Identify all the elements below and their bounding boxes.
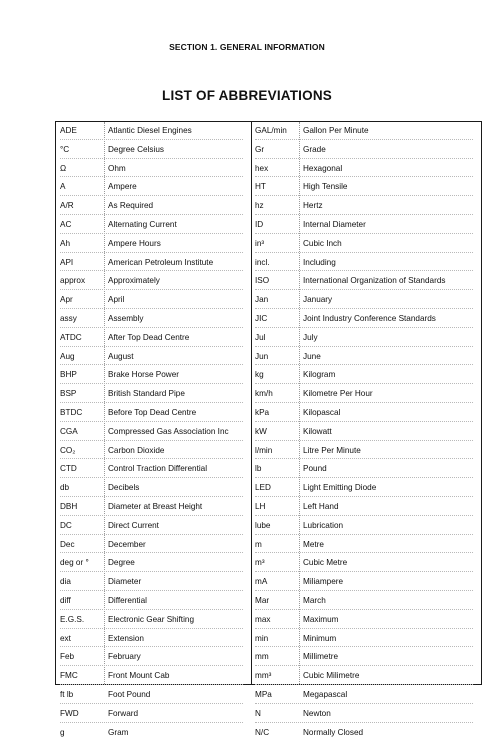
- table-row: [251, 630, 481, 649]
- table-row: [251, 404, 481, 423]
- abbreviation-meaning: Metre: [303, 536, 479, 555]
- table-row: [251, 235, 481, 254]
- table-row: [56, 592, 251, 611]
- table-row: [56, 310, 251, 329]
- abbreviation: ADE: [60, 122, 104, 141]
- abbreviation: Feb: [60, 648, 104, 667]
- table-row: [56, 554, 251, 573]
- abbreviation: CO₂: [60, 442, 104, 461]
- abbreviation: g: [60, 724, 104, 742]
- table-row: [56, 724, 251, 742]
- abbreviation-meaning: July: [303, 329, 479, 348]
- abbreviation-meaning: Degree Celsius: [108, 141, 248, 160]
- abbreviation: in³: [255, 235, 299, 254]
- abbreviation: ext: [60, 630, 104, 649]
- abbreviation: A/R: [60, 197, 104, 216]
- abbreviation-meaning: Forward: [108, 705, 248, 724]
- abbreviation: mm³: [255, 667, 299, 686]
- abbreviation: Jun: [255, 348, 299, 367]
- abbreviation-meaning: Minimum: [303, 630, 479, 649]
- table-row: [251, 554, 481, 573]
- abbreviation: DC: [60, 517, 104, 536]
- table-row: [251, 272, 481, 291]
- abbreviation-meaning: Cubic Milimetre: [303, 667, 479, 686]
- table-row: [251, 385, 481, 404]
- table-row: [56, 705, 251, 724]
- table-row: [251, 310, 481, 329]
- table-row: [56, 479, 251, 498]
- abbreviation-meaning: Carbon Dioxide: [108, 442, 248, 461]
- abbreviations-table: [55, 121, 482, 685]
- table-row: [251, 648, 481, 667]
- abbreviation-meaning: Kilopascal: [303, 404, 479, 423]
- abbreviation-meaning: Front Mount Cab: [108, 667, 248, 686]
- abbreviation-meaning: Ampere Hours: [108, 235, 248, 254]
- table-row: [56, 498, 251, 517]
- abbreviation-meaning: Joint Industry Conference Standards: [303, 310, 479, 329]
- abbreviation: mA: [255, 573, 299, 592]
- table-row: [56, 517, 251, 536]
- abbreviation: API: [60, 254, 104, 273]
- table-row: [56, 385, 251, 404]
- abbreviation-meaning: Grade: [303, 141, 479, 160]
- abbreviation: max: [255, 611, 299, 630]
- abbreviation-meaning: Kilowatt: [303, 423, 479, 442]
- table-row: [56, 254, 251, 273]
- abbreviation-meaning: August: [108, 348, 248, 367]
- abbreviation: BHP: [60, 366, 104, 385]
- table-row: [251, 705, 481, 724]
- abbreviation-meaning: Gram: [108, 724, 248, 742]
- abbreviation: N/C: [255, 724, 299, 742]
- table-row: [56, 235, 251, 254]
- abbreviation-meaning: Control Traction Differential: [108, 460, 248, 479]
- abbreviation: Jul: [255, 329, 299, 348]
- abbreviation-meaning: High Tensile: [303, 178, 479, 197]
- abbreviation: Jan: [255, 291, 299, 310]
- abbreviation-meaning: Millimetre: [303, 648, 479, 667]
- table-row: [251, 216, 481, 235]
- table-row: [56, 536, 251, 555]
- abbreviation: Dec: [60, 536, 104, 555]
- abbreviation: min: [255, 630, 299, 649]
- table-row: [251, 611, 481, 630]
- abbreviation: kg: [255, 366, 299, 385]
- table-row: [56, 348, 251, 367]
- abbreviation: °C: [60, 141, 104, 160]
- table-row: [56, 630, 251, 649]
- table-row: [251, 160, 481, 179]
- table-row: [251, 423, 481, 442]
- table-row: [251, 573, 481, 592]
- table-row: [251, 329, 481, 348]
- table-row: [56, 216, 251, 235]
- abbreviation: Ω: [60, 160, 104, 179]
- abbreviation-meaning: Megapascal: [303, 686, 479, 705]
- table-row: [251, 724, 481, 742]
- abbreviation-meaning: Brake Horse Power: [108, 366, 248, 385]
- table-row: [56, 272, 251, 291]
- abbreviation-meaning: Decibels: [108, 479, 248, 498]
- abbreviation: GAL/min: [255, 122, 299, 141]
- abbreviation: incl.: [255, 254, 299, 273]
- abbreviation-meaning: Kilogram: [303, 366, 479, 385]
- abbreviation: A: [60, 178, 104, 197]
- abbreviation: hz: [255, 197, 299, 216]
- table-row: [56, 122, 251, 141]
- table-row: [251, 592, 481, 611]
- table-row: [56, 291, 251, 310]
- table-row: [251, 178, 481, 197]
- table-row: [56, 197, 251, 216]
- abbreviation-meaning: Cubic Metre: [303, 554, 479, 573]
- table-row: [251, 536, 481, 555]
- abbreviation: m³: [255, 554, 299, 573]
- abbreviation-meaning: Diameter at Breast Height: [108, 498, 248, 517]
- abbreviation: db: [60, 479, 104, 498]
- abbreviation: ISO: [255, 272, 299, 291]
- abbreviation-meaning: Gallon Per Minute: [303, 122, 479, 141]
- section-title: SECTION 1. GENERAL INFORMATION: [0, 42, 494, 52]
- table-row: [56, 329, 251, 348]
- abbreviation-meaning: Direct Current: [108, 517, 248, 536]
- table-row: [56, 611, 251, 630]
- abbreviation: deg or °: [60, 554, 104, 573]
- abbreviation-meaning: June: [303, 348, 479, 367]
- abbreviation: approx: [60, 272, 104, 291]
- abbreviation: km/h: [255, 385, 299, 404]
- abbreviation: ID: [255, 216, 299, 235]
- abbreviation: CTD: [60, 460, 104, 479]
- abbreviation: MPa: [255, 686, 299, 705]
- abbreviation-meaning: After Top Dead Centre: [108, 329, 248, 348]
- page-title: LIST OF ABBREVIATIONS: [0, 88, 494, 103]
- abbreviation: assy: [60, 310, 104, 329]
- table-row: [56, 573, 251, 592]
- abbreviation: ATDC: [60, 329, 104, 348]
- abbreviation: LH: [255, 498, 299, 517]
- abbreviation-meaning: Lubrication: [303, 517, 479, 536]
- abbreviation: diff: [60, 592, 104, 611]
- table-row: [251, 291, 481, 310]
- abbreviation: lube: [255, 517, 299, 536]
- abbreviation-meaning: Including: [303, 254, 479, 273]
- abbreviation: lb: [255, 460, 299, 479]
- table-row: [56, 160, 251, 179]
- table-row: [251, 122, 481, 141]
- abbreviation: kW: [255, 423, 299, 442]
- abbreviation: E.G.S.: [60, 611, 104, 630]
- abbreviation-meaning: Extension: [108, 630, 248, 649]
- abbreviation-meaning: April: [108, 291, 248, 310]
- table-row: [56, 442, 251, 461]
- abbreviation: mm: [255, 648, 299, 667]
- table-row: [251, 197, 481, 216]
- abbreviation-meaning: Litre Per Minute: [303, 442, 479, 461]
- abbreviation-meaning: Pound: [303, 460, 479, 479]
- abbreviation-meaning: Before Top Dead Centre: [108, 404, 248, 423]
- abbreviation-meaning: Miliampere: [303, 573, 479, 592]
- abbreviation-meaning: Normally Closed: [303, 724, 479, 742]
- abbreviation-meaning: Compressed Gas Association Inc: [108, 423, 248, 442]
- abbreviation-meaning: Assembly: [108, 310, 248, 329]
- table-row: [251, 254, 481, 273]
- abbreviation: m: [255, 536, 299, 555]
- table-row: [56, 404, 251, 423]
- abbreviation-meaning: Approximately: [108, 272, 248, 291]
- abbreviation-meaning: Internal Diameter: [303, 216, 479, 235]
- abbreviation: hex: [255, 160, 299, 179]
- abbreviation: Gr: [255, 141, 299, 160]
- table-row: [251, 460, 481, 479]
- abbreviation: FMC: [60, 667, 104, 686]
- abbreviation: DBH: [60, 498, 104, 517]
- table-row: [56, 460, 251, 479]
- table-row: [56, 423, 251, 442]
- abbreviation: dia: [60, 573, 104, 592]
- abbreviation-meaning: Diameter: [108, 573, 248, 592]
- abbreviation-meaning: Hexagonal: [303, 160, 479, 179]
- abbreviation-meaning: International Organization of Standards: [303, 272, 479, 291]
- table-row: [56, 667, 251, 686]
- table-row: [251, 141, 481, 160]
- abbreviation-meaning: December: [108, 536, 248, 555]
- table-row: [251, 517, 481, 536]
- table-row: [251, 498, 481, 517]
- abbreviation-meaning: Hertz: [303, 197, 479, 216]
- table-row: [251, 479, 481, 498]
- abbreviation-meaning: January: [303, 291, 479, 310]
- abbreviation-meaning: Ohm: [108, 160, 248, 179]
- abbreviation: JIC: [255, 310, 299, 329]
- abbreviation: Mar: [255, 592, 299, 611]
- abbreviation-meaning: Left Hand: [303, 498, 479, 517]
- abbreviation-meaning: American Petroleum Institute: [108, 254, 248, 273]
- abbreviation-meaning: As Required: [108, 197, 248, 216]
- abbreviation: N: [255, 705, 299, 724]
- table-row: [56, 648, 251, 667]
- abbreviation: ft lb: [60, 686, 104, 705]
- right-column: [251, 122, 481, 684]
- table-row: [251, 366, 481, 385]
- abbreviation: LED: [255, 479, 299, 498]
- abbreviation: CGA: [60, 423, 104, 442]
- abbreviation-meaning: Cubic Inch: [303, 235, 479, 254]
- abbreviation-meaning: Ampere: [108, 178, 248, 197]
- abbreviation-meaning: Atlantic Diesel Engines: [108, 122, 248, 141]
- abbreviation: Ah: [60, 235, 104, 254]
- abbreviation-meaning: Foot Pound: [108, 686, 248, 705]
- abbreviation-meaning: Light Emitting Diode: [303, 479, 479, 498]
- table-row: [56, 366, 251, 385]
- table-row: [251, 686, 481, 705]
- table-row: [251, 442, 481, 461]
- abbreviation: Aug: [60, 348, 104, 367]
- abbreviation: l/min: [255, 442, 299, 461]
- abbreviation-meaning: Newton: [303, 705, 479, 724]
- abbreviation-meaning: Alternating Current: [108, 216, 248, 235]
- abbreviation: BSP: [60, 385, 104, 404]
- table-row: [56, 141, 251, 160]
- abbreviation-meaning: March: [303, 592, 479, 611]
- table-row: [251, 348, 481, 367]
- abbreviation-meaning: February: [108, 648, 248, 667]
- abbreviation: kPa: [255, 404, 299, 423]
- abbreviation-meaning: Degree: [108, 554, 248, 573]
- table-row: [251, 667, 481, 686]
- abbreviation: Apr: [60, 291, 104, 310]
- abbreviation: FWD: [60, 705, 104, 724]
- abbreviation: HT: [255, 178, 299, 197]
- abbreviation-meaning: British Standard Pipe: [108, 385, 248, 404]
- left-column: [56, 122, 251, 684]
- table-row: [56, 178, 251, 197]
- abbreviation-meaning: Kilometre Per Hour: [303, 385, 479, 404]
- abbreviation: AC: [60, 216, 104, 235]
- abbreviation: BTDC: [60, 404, 104, 423]
- abbreviation-meaning: Maximum: [303, 611, 479, 630]
- abbreviation-meaning: Differential: [108, 592, 248, 611]
- abbreviation-meaning: Electronic Gear Shifting: [108, 611, 248, 630]
- table-row: [56, 686, 251, 705]
